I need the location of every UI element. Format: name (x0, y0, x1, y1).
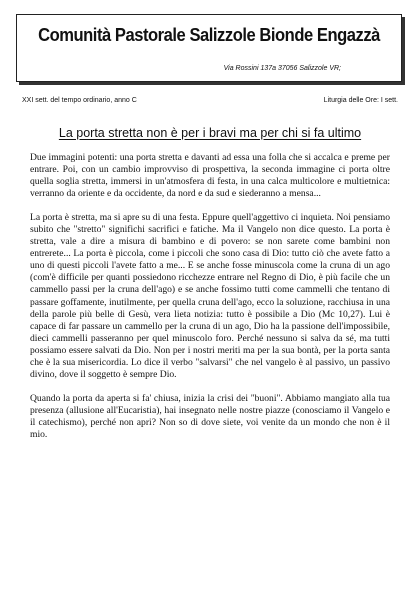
address: Via Rossini 137a 37056 Salizzole VR; (223, 65, 341, 72)
paragraph: Quando la porta da aperta si fa' chiusa, inizia la crisi dei "buoni". Abbiamo mangiato alla tua presenza (allusione all'Eucaristia), hai insegnato nelle nostre piazze (conosciamo il Vangelo e il catechismo), perché non apri? Non so di dove siete, voi venite da un mondo che non è il mio. (30, 392, 390, 440)
header-box (16, 14, 402, 82)
article-body (30, 152, 390, 453)
liturgy-hours: Liturgia delle Ore: I sett. (323, 97, 398, 104)
article-title: La porta stretta non è per i bravi ma per chi si fa ultimo (58, 126, 362, 140)
paragraph: Due immagini potenti: una porta stretta e davanti ad essa una folla che si accalca e preme per entrare. Poi, con un cambio improvviso di prospettiva, la seconda immagine ci porta oltre quella soglia stretta, immersi in un'atmosfera di festa, in una calca multicolore e multietnica: verranno da oriente e da occidente, da nord e da sud e siederanno a mensa... (30, 152, 390, 200)
liturgical-week: XXI sett. del tempo ordinario, anno C (22, 97, 137, 104)
org-title: Comunità Pastorale Salizzole Bionde Engazzà (38, 25, 380, 45)
paragraph: La porta è stretta, ma si apre su di una festa. Eppure quell'aggettivo ci inquieta. Noi pensiamo subito che "stretto" significhi sacrifici e fatiche. Ma il Vangelo non dice questo. La porta è stretta, vale a dire a misura di bambino e di povero: se non sarete come bambini non entrerete... La porta è piccola, come i piccoli che sono casa di Dio: tutto ciò che avete fatto a uno di questi piccoli l'avete fatto a me... E se anche fosse minuscola come la cruna di un ago (com'è difficile per quanti possiedono ricchezze entrare nel Regno di Dio, è più facile che un cammello passi per la cruna dell'ago) e se anche fossimo tutti come cammelli che tentano di passare goffamente, inutilmente, per quella cruna dell'ago, ecco la soluzione, racchiusa in una della parole più belle di Gesù, vera lieta notizia: tutto è possibile a Dio (Mc 10,27). Lui è capace di far passare un cammello per la cruna di un ago, Dio ha la passione dell'impossibile, dieci cammelli passeranno per quel minuscolo foro. Perché nessuno si salva da sé, ma tutti possiamo essere salvati da Dio. Non per i nostri meriti ma per la sua bontà, per la porta santa che è la sua misericordia. Lo dice il verbo "salvarsi" che nel vangelo è al passivo, un passivo divino, dove il soggetto è sempre Dio. (30, 212, 390, 380)
